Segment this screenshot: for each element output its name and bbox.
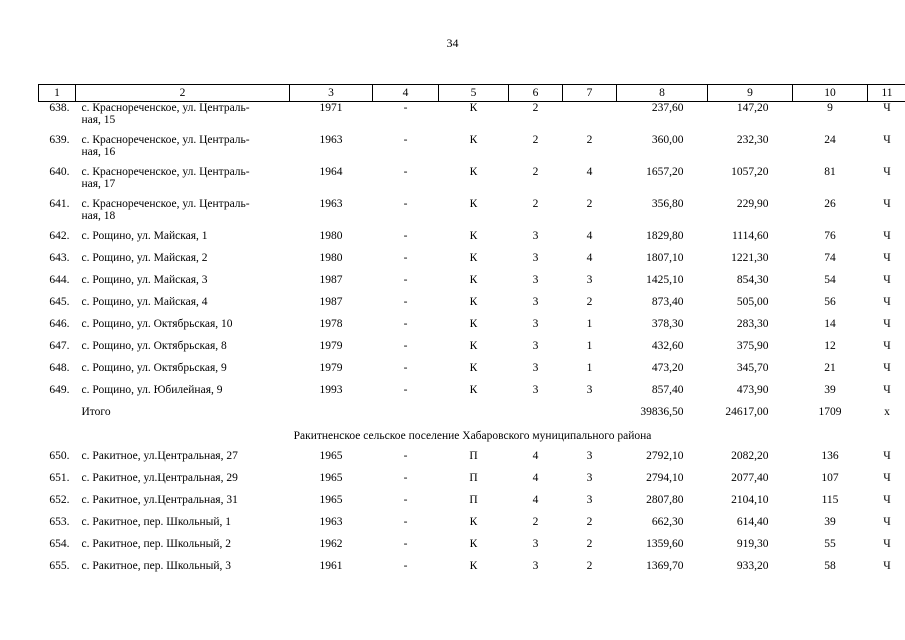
living-area: 375,90 — [736, 339, 769, 352]
row-number: 655. — [49, 559, 70, 572]
floors: 4 — [532, 449, 539, 462]
residents: 54 — [824, 273, 836, 286]
living-area: 614,40 — [736, 515, 769, 528]
living-area: 1057,20 — [731, 165, 769, 178]
living-area: 933,20 — [736, 559, 769, 572]
col-4: - — [403, 361, 408, 374]
year-built: 1963 — [319, 515, 343, 528]
row-number: 639. — [49, 133, 70, 146]
total-area: 873,40 — [651, 295, 684, 308]
total-row — [39, 404, 905, 426]
housing-table — [38, 84, 905, 580]
address: с. Ракитное, пер. Школьный, 1 — [81, 515, 231, 528]
total-area: 1369,70 — [646, 559, 684, 572]
wall-material: П — [469, 471, 478, 484]
residents: 76 — [824, 229, 836, 242]
ownership: х — [884, 405, 890, 418]
residents: 58 — [824, 559, 836, 572]
address — [76, 102, 290, 132]
row-number: 645. — [49, 295, 70, 308]
total-area: 432,60 — [651, 339, 684, 352]
table-row — [39, 382, 905, 404]
floors: 4 — [532, 471, 539, 484]
ownership: Ч — [883, 102, 891, 114]
total-area: 662,30 — [651, 515, 684, 528]
wall-material: К — [469, 165, 478, 178]
col-4: - — [403, 102, 408, 114]
floors: 2 — [532, 133, 539, 146]
year-built: 1965 — [319, 449, 343, 462]
total-area: 360,00 — [651, 133, 684, 146]
address: с. Рощино, ул. Октябрьская, 10 — [81, 317, 233, 330]
wall-material: К — [469, 383, 478, 396]
total-area: 1807,10 — [646, 251, 684, 264]
entrances: 1 — [586, 361, 593, 374]
floors: 2 — [532, 102, 539, 114]
total-area: 857,40 — [651, 383, 684, 396]
table-row — [39, 132, 905, 164]
ownership: Ч — [883, 361, 891, 374]
col-4: - — [403, 229, 408, 242]
living-area: 1221,30 — [731, 251, 769, 264]
column-header-4: 4 — [373, 85, 439, 102]
total-area: 1657,20 — [646, 165, 684, 178]
table-row — [39, 228, 905, 250]
entrances: 2 — [586, 537, 593, 550]
year-built: 1987 — [319, 295, 343, 308]
column-header-1: 1 — [39, 85, 76, 102]
row-number: 642. — [49, 229, 70, 242]
total-area: 1359,60 — [646, 537, 684, 550]
residents: 136 — [821, 449, 839, 462]
ownership: Ч — [883, 339, 891, 352]
living-area: 2104,10 — [731, 493, 769, 506]
floors: 3 — [532, 339, 539, 352]
column-header-3: 3 — [290, 85, 373, 102]
address: с. Ракитное, ул.Центральная, 27 — [81, 449, 238, 462]
row-number: 640. — [49, 165, 70, 178]
col-4 — [373, 404, 439, 426]
entrances: 2 — [586, 515, 593, 528]
ownership: Ч — [883, 197, 891, 210]
entrances: 3 — [586, 493, 593, 506]
column-header-7: 7 — [563, 85, 617, 102]
ownership: Ч — [883, 165, 891, 178]
col-4: - — [403, 295, 408, 308]
wall-material: К — [469, 133, 478, 146]
wall-material: К — [469, 317, 478, 330]
ownership: Ч — [883, 273, 891, 286]
living-area: 2082,20 — [731, 449, 769, 462]
wall-material: К — [469, 295, 478, 308]
floors: 3 — [532, 383, 539, 396]
table-row — [39, 558, 905, 580]
address: с. Ракитное, пер. Школьный, 2 — [81, 537, 231, 550]
wall-material: К — [469, 361, 478, 374]
col-4: - — [403, 197, 408, 210]
address-line-2: ная, 17 — [81, 177, 116, 190]
total-area: 356,80 — [651, 197, 684, 210]
wall-material: К — [469, 515, 478, 528]
address: с. Рощино, ул. Майская, 4 — [81, 295, 208, 308]
entrances: 1 — [586, 339, 593, 352]
column-header-6: 6 — [509, 85, 563, 102]
col-4: - — [403, 165, 408, 178]
row-number: 647. — [49, 339, 70, 352]
residents: 1709 — [818, 405, 842, 418]
address: с. Рощино, ул. Майская, 2 — [81, 251, 208, 264]
row-number: 641. — [49, 197, 70, 210]
row-number: 644. — [49, 273, 70, 286]
year-built: 1980 — [319, 229, 343, 242]
header-row — [39, 85, 905, 102]
residents: 12 — [824, 339, 836, 352]
row-number: 650. — [49, 449, 70, 462]
living-area: 919,30 — [736, 537, 769, 550]
living-area: 854,30 — [736, 273, 769, 286]
table-row — [39, 102, 905, 132]
year-built: 1980 — [319, 251, 343, 264]
table-row — [39, 360, 905, 382]
ownership: Ч — [883, 383, 891, 396]
address: с. Ракитное, пер. Школьный, 3 — [81, 559, 231, 572]
floors: 2 — [532, 165, 539, 178]
living-area: 232,30 — [736, 133, 769, 146]
year-built: 1963 — [319, 133, 343, 146]
table-row — [39, 164, 905, 196]
address: Итого — [81, 405, 111, 418]
residents: 26 — [824, 197, 836, 210]
floors: 3 — [532, 229, 539, 242]
address — [76, 196, 290, 228]
entrances — [563, 102, 617, 132]
entrances: 2 — [586, 295, 593, 308]
ownership: Ч — [883, 295, 891, 308]
total-area: 1425,10 — [646, 273, 684, 286]
entrances — [563, 404, 617, 426]
living-area: 505,00 — [736, 295, 769, 308]
section-heading-row — [39, 426, 905, 448]
residents: 56 — [824, 295, 836, 308]
total-area: 2792,10 — [646, 449, 684, 462]
address-line-2: ная, 15 — [81, 114, 116, 126]
residents: 14 — [824, 317, 836, 330]
table-row — [39, 514, 905, 536]
total-area: 2794,10 — [646, 471, 684, 484]
table-row — [39, 250, 905, 272]
wall-material: К — [469, 537, 478, 550]
residents: 107 — [821, 471, 839, 484]
col-4: - — [403, 471, 408, 484]
col-4: - — [403, 251, 408, 264]
ownership: Ч — [883, 559, 891, 572]
address: с. Рощино, ул. Майская, 3 — [81, 273, 208, 286]
total-area: 2807,80 — [646, 493, 684, 506]
page-number: 34 — [446, 36, 459, 50]
column-header-10: 10 — [793, 85, 868, 102]
ownership: Ч — [883, 133, 891, 146]
living-area: 24617,00 — [725, 405, 769, 418]
address: с. Рощино, ул. Юбилейная, 9 — [81, 383, 223, 396]
year-built: 1987 — [319, 273, 343, 286]
living-area: 1114,60 — [731, 229, 769, 242]
floors: 3 — [532, 559, 539, 572]
col-4: - — [403, 339, 408, 352]
floors: 3 — [532, 361, 539, 374]
address-line-2: ная, 18 — [81, 209, 116, 222]
residents: 55 — [824, 537, 836, 550]
living-area: 473,90 — [736, 383, 769, 396]
ownership: Ч — [883, 449, 891, 462]
residents: 21 — [824, 361, 836, 374]
entrances: 3 — [586, 383, 593, 396]
col-4: - — [403, 493, 408, 506]
entrances: 3 — [586, 471, 593, 484]
floors: 2 — [532, 197, 539, 210]
year-built: 1979 — [319, 361, 343, 374]
floors: 2 — [532, 515, 539, 528]
row-number: 652. — [49, 493, 70, 506]
year-built: 1965 — [319, 493, 343, 506]
wall-material: К — [469, 273, 478, 286]
residents: 39 — [824, 383, 836, 396]
row-number — [39, 404, 76, 426]
address-line-1: с. Краснореченское, ул. Централь- — [81, 165, 250, 178]
section-heading: Ракитненское сельское поселение Хабаровского муниципального района — [293, 429, 652, 442]
column-header-2: 2 — [76, 85, 290, 102]
col-4: - — [403, 317, 408, 330]
row-number: 649. — [49, 383, 70, 396]
floors: 3 — [532, 295, 539, 308]
address-line-1: с. Краснореченское, ул. Централь- — [81, 133, 250, 146]
year-built: 1963 — [319, 197, 343, 210]
address: с. Ракитное, ул.Центральная, 31 — [81, 493, 238, 506]
table-row — [39, 536, 905, 558]
row-number: 653. — [49, 515, 70, 528]
table-body — [39, 102, 905, 580]
year-built: 1964 — [319, 165, 343, 178]
row-number: 648. — [49, 361, 70, 374]
table-row — [39, 492, 905, 514]
wall-material: К — [469, 197, 478, 210]
residents: 81 — [824, 165, 836, 178]
year-built: 1993 — [319, 383, 343, 396]
col-4: - — [403, 273, 408, 286]
table-row — [39, 448, 905, 470]
ownership: Ч — [883, 537, 891, 550]
floors: 4 — [532, 493, 539, 506]
year-built: 1971 — [319, 102, 343, 114]
entrances: 3 — [586, 449, 593, 462]
wall-material: К — [469, 559, 478, 572]
entrances: 1 — [586, 317, 593, 330]
total-area: 237,60 — [651, 102, 684, 114]
row-number: 646. — [49, 317, 70, 330]
address-line-1: с. Краснореченское, ул. Централь- — [81, 197, 250, 210]
ownership: Ч — [883, 317, 891, 330]
entrances: 4 — [586, 251, 593, 264]
row-number: 654. — [49, 537, 70, 550]
ownership: Ч — [883, 515, 891, 528]
ownership: Ч — [883, 471, 891, 484]
address-line-1: с. Краснореченское, ул. Централь- — [81, 102, 250, 114]
floors: 3 — [532, 251, 539, 264]
year-built: 1961 — [319, 559, 343, 572]
table-row — [39, 272, 905, 294]
total-area: 473,20 — [651, 361, 684, 374]
table-row — [39, 338, 905, 360]
wall-material: К — [469, 339, 478, 352]
residents: 39 — [824, 515, 836, 528]
address-line-2: ная, 16 — [81, 145, 116, 158]
residents: 115 — [821, 493, 839, 506]
column-header-11: 11 — [868, 85, 905, 102]
living-area: 229,90 — [736, 197, 769, 210]
entrances: 4 — [586, 165, 593, 178]
ownership: Ч — [883, 251, 891, 264]
entrances: 3 — [586, 273, 593, 286]
table-row — [39, 196, 905, 228]
living-area: 345,70 — [736, 361, 769, 374]
living-area: 147,20 — [736, 102, 769, 114]
residents: 24 — [824, 133, 836, 146]
residents: 9 — [827, 102, 833, 114]
total-area: 39836,50 — [640, 405, 684, 418]
entrances: 2 — [586, 197, 593, 210]
living-area: 283,30 — [736, 317, 769, 330]
address — [76, 132, 290, 164]
table-row — [39, 316, 905, 338]
entrances: 2 — [586, 133, 593, 146]
address — [76, 164, 290, 196]
wall-material: К — [469, 251, 478, 264]
floors — [509, 404, 563, 426]
floors: 3 — [532, 537, 539, 550]
address: с. Рощино, ул. Октябрьская, 9 — [81, 361, 227, 374]
col-4: - — [403, 383, 408, 396]
floors: 3 — [532, 317, 539, 330]
entrances: 2 — [586, 559, 593, 572]
address: с. Рощино, ул. Октябрьская, 8 — [81, 339, 227, 352]
col-4: - — [403, 133, 408, 146]
col-4: - — [403, 515, 408, 528]
wall-material — [439, 404, 509, 426]
wall-material: П — [469, 493, 478, 506]
col-4: - — [403, 537, 408, 550]
year-built: 1979 — [319, 339, 343, 352]
ownership: Ч — [883, 229, 891, 242]
wall-material: К — [469, 102, 478, 114]
entrances: 4 — [586, 229, 593, 242]
total-area: 1829,80 — [646, 229, 684, 242]
floors: 3 — [532, 273, 539, 286]
row-number: 643. — [49, 251, 70, 264]
year-built — [290, 404, 373, 426]
year-built: 1965 — [319, 471, 343, 484]
col-4: - — [403, 559, 408, 572]
column-header-5: 5 — [439, 85, 509, 102]
residents: 74 — [824, 251, 836, 264]
ownership: Ч — [883, 493, 891, 506]
row-number: 638. — [49, 102, 70, 114]
column-header-8: 8 — [617, 85, 708, 102]
year-built: 1962 — [319, 537, 343, 550]
address: с. Рощино, ул. Майская, 1 — [81, 229, 208, 242]
living-area: 2077,40 — [731, 471, 769, 484]
address: с. Ракитное, ул.Центральная, 29 — [81, 471, 238, 484]
col-4: - — [403, 449, 408, 462]
column-header-9: 9 — [708, 85, 793, 102]
year-built: 1978 — [319, 317, 343, 330]
row-number: 651. — [49, 471, 70, 484]
table-row — [39, 470, 905, 492]
total-area: 378,30 — [651, 317, 684, 330]
table-row — [39, 294, 905, 316]
wall-material: К — [469, 229, 478, 242]
wall-material: П — [469, 449, 478, 462]
